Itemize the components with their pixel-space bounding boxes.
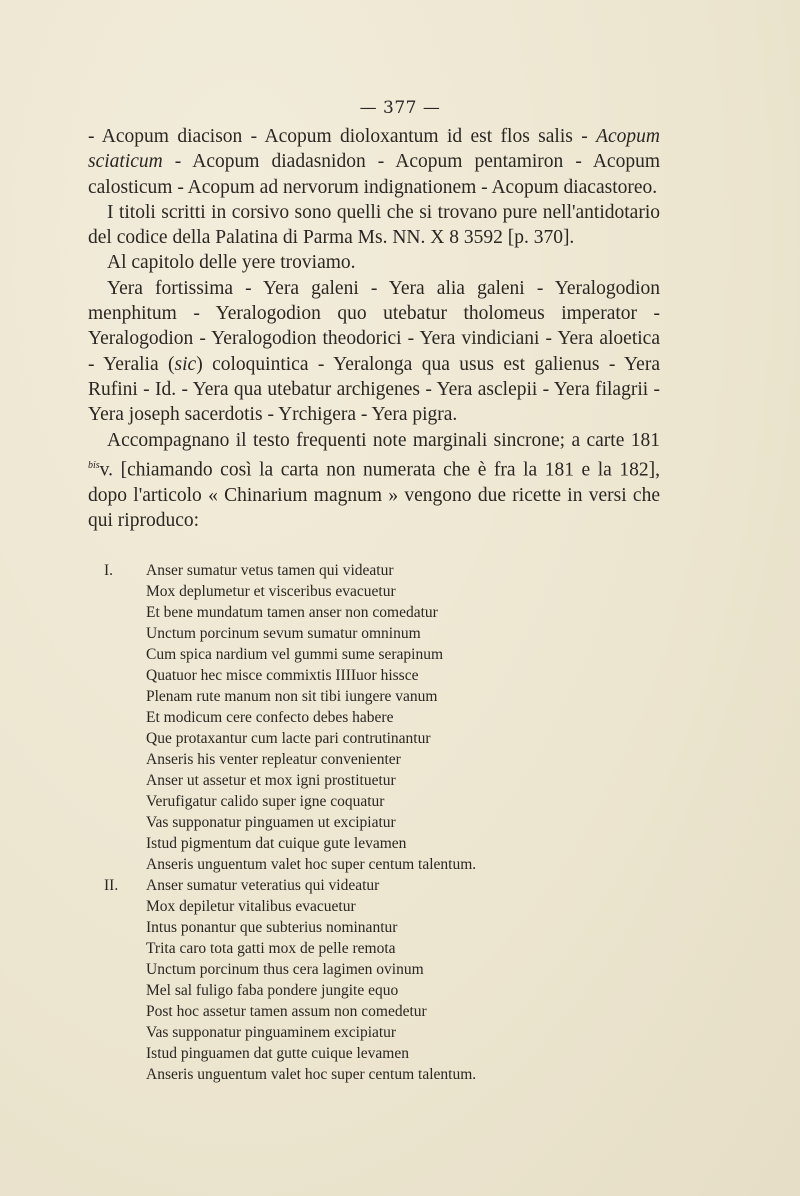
verse-line: Istud pigmentum dat cuique gute levamen [146,835,407,852]
accompagnano-text-b: v. [chiamando così la carta non numerata che è fra la 181 e la 182], dopo l'articolo « Chinarium magnum » vengono due ricette in versi che qui riproduco: [88,459,660,531]
poem-lines [146,560,624,875]
page-number: — 377 — [359,98,441,118]
yera-text-a: Yera fortissima - Yera galeni - Yera alia galeni - Yeralogodion menphitum - Yeralogodion quo utebatur tholomeus imperator - Yeralogodion - Yeralogodion theodorici - Yera vindiciani - Yera aloetica - Yeralia ( [88,277,660,375]
verse-line: Mel sal fuligo faba pondere jungite equo [146,982,399,999]
sic-italic: sic [174,353,197,375]
poem-1 [104,560,624,875]
verse-line: Plenam rute manum non sit tibi iungere vanum [146,688,438,705]
paragraph-titoli: I titoli scritti in corsivo sono quelli che si trovano pure nell'antidotario del codice della Palatina di Parma Ms. NN. X 8 3592 [p. 370]. [88,201,660,249]
verse-line: Trita caro tota gatti mox de pelle remota [146,940,396,957]
yera-text-b: ) coloquintica - Yeralonga qua usus est galienus - Yera Rufini - Id. - Yera qua utebatur archigenes - Yera asclepii - Yera filagrii - Yera joseph sacerdotis - Yrchigera - Yera pigra. [88,353,660,426]
verse-line: Quatuor hec misce commixtis IIIIuor hissce [146,667,419,684]
verse-line: Anseris unguentum valet hoc super centum talentum. [146,856,477,873]
verse-line: Cum spica nardium vel gummi sume serapinum [146,646,444,663]
poem-number: II. [104,877,119,894]
verse-line: Vas supponatur pinguamen ut excipiatur [146,814,396,831]
verse-line: Intus ponantur que subterius nominantur [146,919,398,936]
verse-line: Mox deplumetur et visceribus evacuetur [146,583,396,600]
accompagnano-text-a: Accompagnano il testo frequenti note marginali sincrone; a carte 181 [107,429,660,451]
prose-body [88,124,660,533]
verse-line: Anser ut assetur et mox igni prostituetur [146,772,396,789]
poems-block [104,560,624,1085]
paragraph-accompagnano [88,428,660,534]
acopum-italic: Acopum sciaticum [88,126,660,173]
poem-lines [146,875,624,1085]
verse-line: Anseris his venter repleatur convenienter [146,751,401,768]
verse-line: Et bene mundatum tamen anser non comedatur [146,604,438,621]
verse-line: Unctum porcinum sevum sumatur omninum [146,625,421,642]
verse-line: Anser sumatur veteratius qui videatur [146,877,380,894]
verse-line: Verufigatur calido super igne coquatur [146,793,385,810]
verse-line: Et modicum cere confecto debes habere [146,709,394,726]
verse-line: Mox depiletur vitalibus evacuetur [146,898,356,915]
poem-number: I. [104,562,114,579]
paragraph-acopum [88,124,660,200]
verse-line: Vas supponatur pinguaminem excipiatur [146,1024,397,1041]
verse-line: Unctum porcinum thus cera lagimen ovinum [146,961,424,978]
verse-line: Post hoc assetur tamen assum non comedetur [146,1003,427,1020]
paragraph-capitolo: Al capitolo delle yere troviamo. [107,252,356,274]
poem-2 [104,875,624,1085]
bis-superscript: bis [88,459,100,471]
acopum-text-b: - Acopum diadasnidon - Acopum pentamiron - Acopum calosticum - Acopum ad nervorum indignationem - Acopum diacastoreo. [88,151,660,198]
verse-line: Anseris unguentum valet hoc super centum talentum. [146,1066,477,1083]
verse-line: Anser sumatur vetus tamen qui videatur [146,562,394,579]
verse-line: Istud pinguamen dat gutte cuique levamen [146,1045,409,1062]
paragraph-yera [88,276,660,428]
verse-line: Que protaxantur cum lacte pari contrutinantur [146,730,431,747]
acopum-text-a: - Acopum diacison - Acopum dioloxantum id est flos salis - [88,126,597,147]
